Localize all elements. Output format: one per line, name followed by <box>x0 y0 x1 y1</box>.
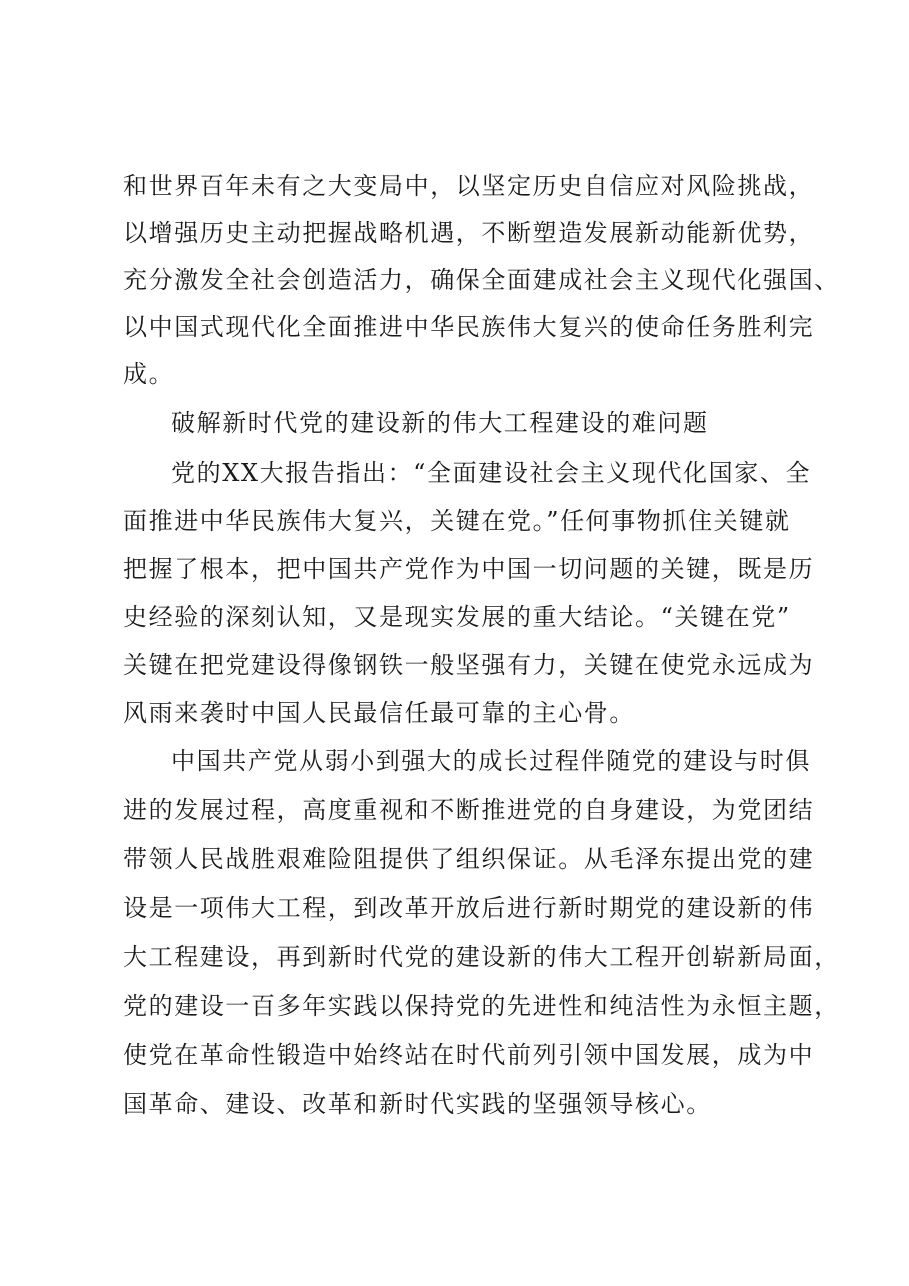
paragraph-2-line-3: 把握了根本，把中国共产党作为中国一切问题的关键，既是历 <box>123 555 815 583</box>
paragraph-3-line-5: 大工程建设，再到新时代党的建设新的伟大工程开创崭新局面， <box>123 943 840 971</box>
paragraph-3-line-8: 国革命、建设、改革和新时代实践的坚强领导核心。 <box>123 1090 712 1118</box>
paragraph-3-line-1: 中国共产党从弱小到强大的成长过程伴随党的建设与时俱 <box>171 747 811 775</box>
paragraph-3-line-2: 进的发展过程，高度重视和不断推进党的自身建设，为党团结 <box>123 796 815 824</box>
paragraph-3-line-3: 带领人民战胜艰难险阻提供了组织保证。从毛泽东提出党的建 <box>123 845 815 873</box>
paragraph-2-line-2: 面推进中华民族伟大复兴，关键在党。”任何事物抓住关键就 <box>123 507 791 535</box>
paragraph-3-line-7: 使党在革命性锻造中始终站在时代前列引领中国发展，成为中 <box>123 1041 815 1069</box>
section-heading: 破解新时代党的建设新的伟大工程建设的难问题 <box>171 409 709 437</box>
paragraph-2-line-5: 关键在把党建设得像钢铁一般坚强有力，关键在使党永远成为 <box>123 651 815 679</box>
paragraph-1-line-5: 成。 <box>123 360 175 388</box>
paragraph-2-line-4: 史经验的深刻认知，又是现实发展的重大结论。“关键在党” <box>123 603 791 631</box>
paragraph-1-line-3: 充分激发全社会创造活力，确保全面建成社会主义现代化强国、 <box>123 266 840 294</box>
paragraph-1-line-4: 以中国式现代化全面推进中华民族伟大复兴的使命任务胜利完 <box>123 313 815 341</box>
paragraph-2-line-6: 风雨来袭时中国人民最信任最可靠的主心骨。 <box>123 699 635 727</box>
paragraph-3-line-6: 党的建设一百多年实践以保持党的先进性和纯洁性为永恒主题， <box>123 992 840 1020</box>
paragraph-2-line-1: 党的XX大报告指出：“全面建设社会主义现代化国家、全 <box>171 459 812 487</box>
paragraph-1-line-2: 以增强历史主动把握战略机遇，不断塑造发展新动能新优势， <box>123 219 815 247</box>
paragraph-3-line-4: 设是一项伟大工程，到改革开放后进行新时期党的建设新的伟 <box>123 894 815 922</box>
paragraph-1-line-1: 和世界百年未有之大变局中，以坚定历史自信应对风险挑战， <box>123 172 815 200</box>
